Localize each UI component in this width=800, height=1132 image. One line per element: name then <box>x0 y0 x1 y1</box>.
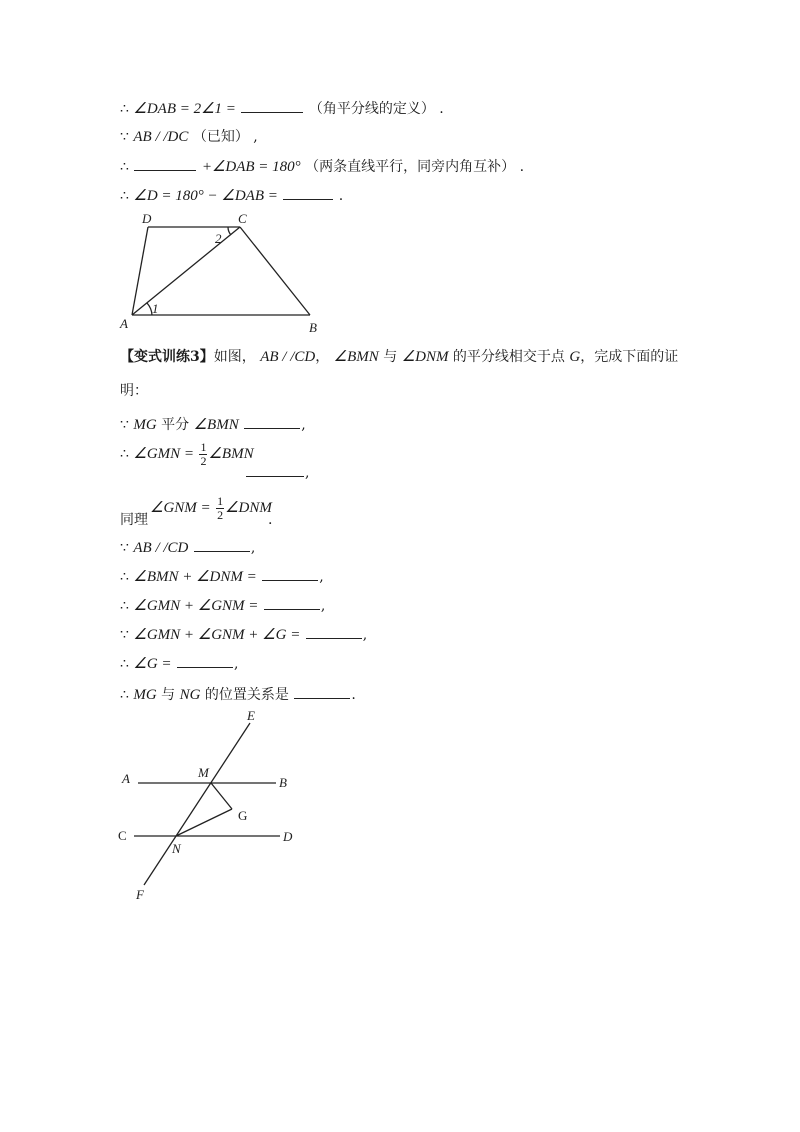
intro-text: 明： <box>120 383 148 399</box>
parallel-lines-figure <box>110 705 310 905</box>
proof-line-4 <box>120 185 343 206</box>
punct: , <box>362 627 368 643</box>
proof-line-3 <box>120 156 524 177</box>
step-3-expr <box>150 494 272 522</box>
punct: . <box>519 159 525 175</box>
expression: ∠G = <box>133 656 172 672</box>
punct: , <box>233 656 239 672</box>
step-8 <box>120 653 238 674</box>
answer-blank[interactable] <box>264 595 320 610</box>
punct: , <box>301 417 306 433</box>
answer-blank[interactable] <box>262 566 318 581</box>
label-G: G <box>238 808 248 823</box>
step-6 <box>120 595 325 616</box>
exercise-title: 【变式训练3】 <box>120 349 214 365</box>
label-D: D <box>283 829 293 844</box>
therefore-symbol: ∴ <box>120 687 129 703</box>
punct: . <box>268 512 273 528</box>
answer-blank[interactable] <box>177 653 233 668</box>
denominator: 2 <box>217 507 224 522</box>
label-N: N <box>172 841 181 856</box>
step-3-end <box>268 510 272 530</box>
answer-blank[interactable] <box>294 684 350 699</box>
segment-MG <box>211 783 232 809</box>
denominator: 2 <box>200 453 207 468</box>
expression: ∠DNM <box>401 349 449 365</box>
reason-text: （已知） <box>192 129 249 145</box>
answer-blank[interactable] <box>244 414 300 429</box>
expression: ∠GNM = <box>150 500 211 516</box>
step-3-label <box>120 510 148 530</box>
label-A: A <box>122 771 130 786</box>
segment-AC <box>132 227 240 315</box>
label-A: A <box>120 316 128 331</box>
expression: ∠GMN = <box>133 446 195 462</box>
punct: . <box>439 101 444 117</box>
answer-blank[interactable] <box>246 462 304 477</box>
therefore-symbol: ∴ <box>120 188 129 204</box>
same-reason-text: 同理 <box>120 512 148 528</box>
label-M: M <box>198 765 209 780</box>
intro-text: ，完成下面的证 <box>580 349 679 365</box>
punct: , <box>253 129 258 145</box>
intro-text: 的平分线相交于点 <box>448 349 565 365</box>
answer-blank[interactable] <box>283 185 333 200</box>
punct: , <box>250 540 256 556</box>
exercise-intro <box>120 347 678 367</box>
therefore-symbol: ∴ <box>120 159 129 175</box>
segment-CB <box>240 227 310 315</box>
step-text: 的位置关系是 <box>200 687 289 703</box>
intro-text: 与 <box>378 349 402 365</box>
proof-line-2 <box>120 127 258 147</box>
label-angle-2: 2 <box>215 231 222 246</box>
step-4 <box>120 537 255 558</box>
trapezoid-figure <box>110 205 330 335</box>
step-5 <box>120 566 324 587</box>
answer-blank[interactable] <box>194 537 250 552</box>
punct: ， <box>315 349 330 365</box>
segment-AD <box>132 227 148 315</box>
step-2-blank <box>245 462 309 483</box>
exercise-intro-cont <box>120 381 148 401</box>
label-B: B <box>309 320 317 335</box>
expression: ∠BMN <box>193 417 239 433</box>
expression: AB / /DC <box>133 129 189 145</box>
because-symbol: ∵ <box>120 417 129 433</box>
therefore-symbol: ∴ <box>120 598 129 614</box>
expression: ∠DNM <box>225 500 272 516</box>
step-2 <box>120 440 254 468</box>
punct: , <box>319 569 324 585</box>
answer-blank[interactable] <box>306 624 362 639</box>
numerator: 1 <box>200 439 207 454</box>
expression: AB / /CD <box>260 349 316 365</box>
reason-text: （两条直线平行，同旁内角互补） <box>305 159 516 175</box>
expression: MG <box>133 687 157 703</box>
expression: +∠DAB = 180° <box>201 159 301 175</box>
expression: ∠GMN + ∠GNM + ∠G = <box>133 627 301 643</box>
numerator: 1 <box>217 493 224 508</box>
expression: ∠D = 180° − ∠DAB = <box>133 188 278 204</box>
fraction <box>216 495 224 522</box>
because-symbol: ∵ <box>120 540 129 556</box>
fraction <box>199 441 207 468</box>
step-text: 平分 <box>156 417 194 433</box>
punct: , <box>305 465 310 481</box>
therefore-symbol: ∴ <box>120 446 129 462</box>
because-symbol: ∵ <box>120 627 129 643</box>
therefore-symbol: ∴ <box>120 656 129 672</box>
step-1 <box>120 414 306 435</box>
therefore-symbol: ∴ <box>120 101 129 117</box>
therefore-symbol: ∴ <box>120 569 129 585</box>
expression: ∠BMN <box>333 349 379 365</box>
step-7 <box>120 624 367 645</box>
answer-blank[interactable] <box>241 98 303 113</box>
label-C: C <box>118 828 127 843</box>
angle-2-arc <box>228 227 231 235</box>
expression: ∠BMN + ∠DNM = <box>133 569 257 585</box>
expression: AB / /CD <box>133 540 189 556</box>
label-B: B <box>279 775 287 790</box>
label-C: C <box>238 211 247 226</box>
label-F: F <box>136 887 144 902</box>
reason-text: （角平分线的定义） <box>308 101 435 117</box>
step-text: 与 <box>156 687 180 703</box>
expression: ∠DAB = 2∠1 = <box>133 101 236 117</box>
intro-text: 如图， <box>213 349 256 365</box>
expression: G <box>569 349 581 365</box>
proof-line-1 <box>120 98 444 119</box>
label-E: E <box>247 708 255 723</box>
because-symbol: ∵ <box>120 129 129 145</box>
answer-blank[interactable] <box>134 156 196 171</box>
punct: , <box>320 598 326 614</box>
transversal-EF <box>144 723 250 885</box>
punct: . <box>338 188 344 204</box>
expression: MG <box>133 417 157 433</box>
punct: . <box>351 687 356 703</box>
expression: ∠BMN <box>208 446 254 462</box>
expression: NG <box>179 687 201 703</box>
step-9 <box>120 684 356 705</box>
expression: ∠GMN + ∠GNM = <box>133 598 259 614</box>
label-angle-1: 1 <box>152 301 159 316</box>
label-D: D <box>142 211 152 226</box>
